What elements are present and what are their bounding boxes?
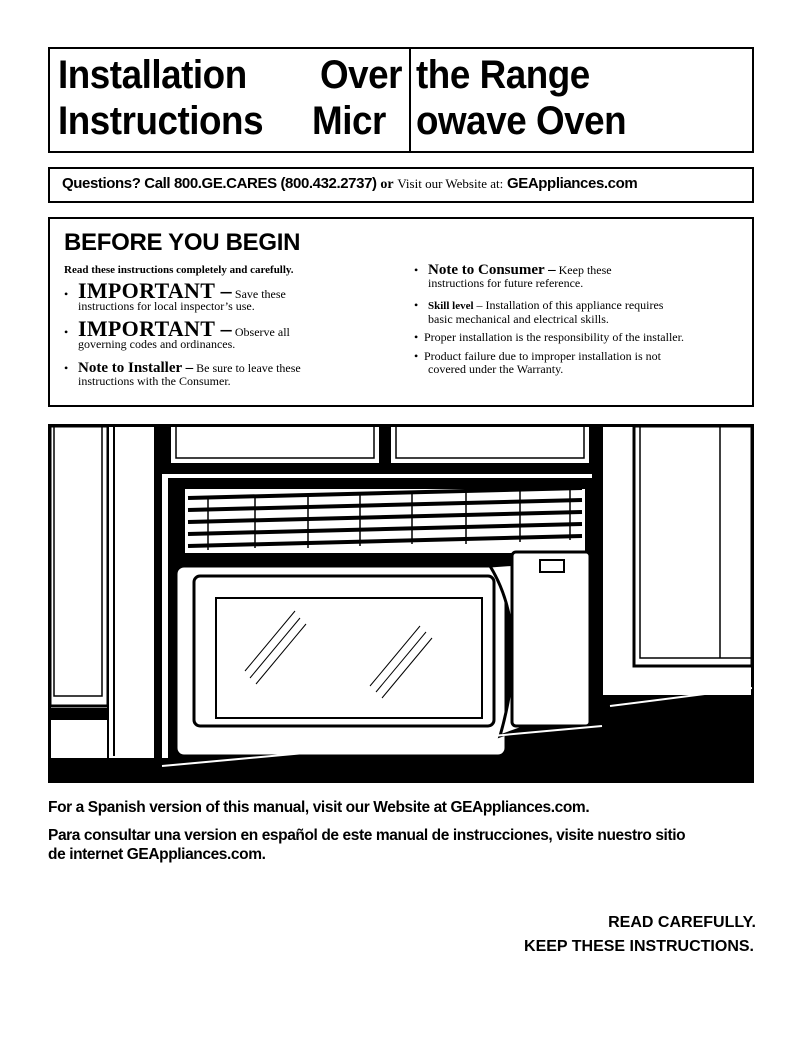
read-carefully: READ CAREFULLY. xyxy=(608,914,756,931)
bullet: • xyxy=(414,263,419,277)
bullet: • xyxy=(414,298,419,312)
item-cont: instructions for future reference. xyxy=(428,276,584,290)
item-bold: IMPORTANT – xyxy=(78,278,232,303)
item-cont: governing codes and ordinances. xyxy=(78,337,236,351)
item-text: Observe all xyxy=(234,325,290,339)
left-item-note-installer xyxy=(64,362,384,388)
questions-text xyxy=(62,174,637,195)
microwave-illustration-frame xyxy=(48,424,754,783)
microwave-over-range-illustration-icon xyxy=(50,426,752,781)
title-installation: Installation xyxy=(58,53,247,97)
questions-visit: Visit our Website at: xyxy=(397,176,504,191)
title-instructions: Instructions xyxy=(58,99,264,143)
item-bold: Note to Consumer – xyxy=(428,262,556,278)
right-item-product-failure xyxy=(414,350,744,376)
bullet: • xyxy=(414,330,419,344)
item-bold: IMPORTANT – xyxy=(78,316,232,341)
title-owave-oven: owave Oven xyxy=(416,99,627,143)
questions-call: Questions? Call 800.GE.CARES (800.432.2737) xyxy=(62,175,377,192)
left-item-important-1 xyxy=(64,278,384,313)
bullet: • xyxy=(64,287,69,301)
right-item-proper-installation xyxy=(414,331,750,344)
spanish-version-english: For a Spanish version of this manual, visit our Website at GEAppliances.com. xyxy=(48,799,590,816)
item-bold: Skill level xyxy=(428,300,474,312)
bullet: • xyxy=(64,361,69,375)
read-instructions-note: Read these instructions completely and carefully. xyxy=(64,264,294,276)
item-cont: instructions for local inspector’s use. xyxy=(78,299,255,313)
spanish-version-line2: de internet GEAppliances.com. xyxy=(48,846,266,863)
item-bold: Note to Installer – xyxy=(78,360,194,376)
item-text: Save these xyxy=(234,287,286,301)
item-text: Keep these xyxy=(558,263,612,277)
spanish-version-line1: Para consultar una version en español de este manual de instrucciones, visite nuestro sitio xyxy=(48,827,686,844)
title-over: Over xyxy=(320,53,403,97)
right-item-skill-level xyxy=(414,299,744,326)
item-text: – Installation of this appliance requires xyxy=(476,298,664,312)
right-item-note-consumer xyxy=(414,264,744,290)
bullet: • xyxy=(414,349,419,363)
bullet: • xyxy=(64,325,69,339)
item-cont: instructions with the Consumer. xyxy=(78,374,231,388)
left-item-important-2 xyxy=(64,316,384,351)
item-text: Proper installation is the responsibility of the installer. xyxy=(424,330,684,344)
keep-these-instructions: KEEP THESE INSTRUCTIONS. xyxy=(524,938,754,955)
title-micr: Micr xyxy=(312,99,386,143)
item-text: Be sure to leave these xyxy=(196,361,301,375)
questions-or: or xyxy=(380,177,394,192)
title-the-range: the Range xyxy=(416,53,590,97)
questions-website-link[interactable]: GEAppliances.com xyxy=(506,175,638,192)
before-you-begin-heading: BEFORE YOU BEGIN xyxy=(64,229,301,256)
item-text: Product failure due to improper installation is not xyxy=(424,349,661,363)
item-cont: basic mechanical and electrical skills. xyxy=(428,312,609,326)
item-cont: covered under the Warranty. xyxy=(428,362,564,376)
title-divider xyxy=(409,47,411,153)
